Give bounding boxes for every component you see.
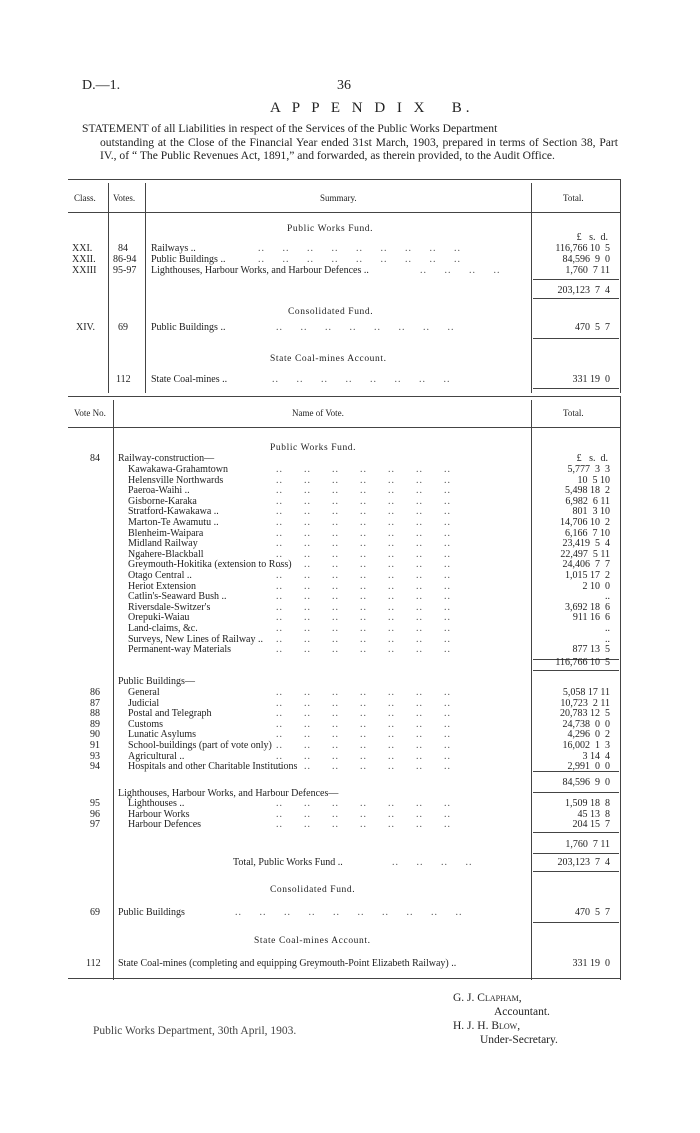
item-name: Postal and Telegraph bbox=[128, 708, 212, 720]
leader-dots: .. .. .. .. .. .. .. bbox=[276, 697, 451, 709]
buildings-subtotal: 84,596 9 0 bbox=[562, 777, 610, 788]
item-name: School-buildings (part of vote only) bbox=[128, 740, 272, 751]
leader-dots: .. .. .. .. .. .. .. bbox=[276, 761, 451, 773]
leader-dots: .. .. .. .. .. .. .. bbox=[276, 538, 451, 550]
leader-dots: .. .. .. .. bbox=[420, 265, 501, 276]
summary-currency-header: £ s. d. bbox=[576, 232, 608, 243]
vote-number: 112 bbox=[86, 958, 101, 969]
vote-number: 86 bbox=[90, 687, 100, 698]
summary-row-votes: 95-97 bbox=[113, 265, 137, 276]
pwf-total-label: Total, Public Works Fund .. bbox=[233, 857, 343, 868]
summary-row-name: Lighthouses, Harbour Works, and Harbour Defences .. bbox=[151, 265, 369, 276]
subtotal-rule bbox=[533, 853, 619, 854]
detail-right-border bbox=[620, 396, 621, 980]
total-rule bbox=[533, 338, 619, 339]
detail-col-divider bbox=[531, 400, 532, 980]
item-amount: 5,777 3 3 bbox=[567, 464, 610, 475]
item-amount: 801 3 10 bbox=[572, 506, 610, 518]
item-name: Paeroa-Waihi .. bbox=[128, 485, 190, 497]
vote-number: 91 bbox=[90, 740, 100, 751]
item-amount: 14,706 10 2 bbox=[560, 517, 610, 528]
total-rule bbox=[533, 922, 619, 923]
subtotal-rule bbox=[533, 771, 619, 772]
summary-col-divider bbox=[108, 183, 109, 393]
item-name: Hospitals and other Charitable Institutions bbox=[128, 761, 298, 773]
leader-dots: .. .. .. .. .. .. .. .. bbox=[276, 322, 455, 333]
item-amount: 5,058 17 11 bbox=[562, 687, 610, 698]
leader-dots: .. .. .. .. .. .. .. .. .. .. bbox=[235, 907, 463, 918]
leader-dots: .. .. .. .. .. .. .. bbox=[276, 548, 451, 560]
item-name: General bbox=[128, 687, 160, 698]
summary-row-votes: 86-94 bbox=[113, 254, 137, 265]
pwf-total: 203,123 7 4 bbox=[557, 857, 610, 868]
item-name: Judicial bbox=[128, 697, 160, 709]
leader-dots: .. .. .. .. .. .. .. bbox=[276, 495, 451, 507]
item-name: Permanent-way Materials bbox=[128, 644, 232, 656]
detail-bottom-rule bbox=[68, 978, 620, 979]
page-number: 36 bbox=[337, 78, 351, 93]
summary-pwf-total: 203,123 7 4 bbox=[557, 285, 610, 296]
leader-dots: .. .. .. .. .. .. .. .. .. bbox=[258, 243, 461, 254]
vote-number: 84 bbox=[90, 453, 100, 464]
leader-dots: .. .. .. .. .. .. .. bbox=[276, 750, 451, 762]
vote-number: 87 bbox=[90, 697, 100, 709]
leader-dots: .. .. .. .. .. .. .. bbox=[276, 591, 451, 603]
col-vote-no-header: Vote No. bbox=[74, 408, 106, 418]
vote-number: 93 bbox=[90, 750, 100, 762]
summary-row-class: XXI. bbox=[72, 243, 93, 254]
leader-dots: .. .. .. .. .. .. .. .. bbox=[272, 374, 451, 385]
leader-dots: .. .. .. .. .. .. .. bbox=[276, 464, 451, 475]
leader-dots: .. .. .. .. .. .. .. bbox=[276, 798, 451, 809]
signatory-2-name: H. J. H. Blow, bbox=[453, 1020, 521, 1032]
leader-dots: .. .. .. .. .. .. .. bbox=[276, 612, 451, 624]
item-amount: 877 13 5 bbox=[572, 644, 610, 656]
place-and-date: Public Works Department, 30th April, 1903. bbox=[93, 1025, 297, 1037]
item-amount: 10,723 2 11 bbox=[560, 697, 610, 709]
statement-paragraph bbox=[82, 122, 618, 163]
item-amount: 16,002 1 3 bbox=[562, 740, 610, 751]
summary-row-amount: 1,760 7 11 bbox=[565, 265, 610, 276]
group-label: Lighthouses, Harbour Works, and Harbour Defences— bbox=[118, 788, 339, 799]
leader-dots: .. .. .. .. .. .. .. bbox=[276, 808, 451, 820]
item-amount: 2 10 0 bbox=[582, 580, 610, 592]
item-amount: 23,419 5 4 bbox=[562, 538, 610, 550]
item-amount: 1,509 18 8 bbox=[565, 798, 610, 809]
summary-row-amount: 84,596 9 0 bbox=[562, 254, 610, 265]
subtotal-rule bbox=[533, 670, 619, 671]
summary-cf-heading: Consolidated Fund. bbox=[288, 307, 374, 317]
col-total-header: Total. bbox=[563, 408, 584, 418]
statement-first-line: STATEMENT of all Liabilities in respect of the Services of the Public Works Department bbox=[82, 122, 498, 135]
col-name-header: Name of Vote. bbox=[292, 408, 344, 418]
item-amount: 331 19 0 bbox=[572, 958, 610, 969]
leader-dots: .. .. .. .. .. .. .. bbox=[276, 527, 451, 539]
item-name: Orepuki-Waiau bbox=[128, 612, 190, 624]
item-name: Greymouth-Hokitika (extension to Ross) bbox=[128, 559, 292, 571]
subtotal-rule bbox=[533, 832, 619, 833]
leader-dots: .. .. .. .. .. .. .. bbox=[276, 644, 451, 656]
item-name: Midland Railway bbox=[128, 538, 198, 550]
leader-dots: .. .. .. .. .. .. .. .. .. bbox=[258, 254, 461, 265]
subtotal-rule bbox=[533, 279, 619, 280]
item-name: Lighthouses .. bbox=[128, 798, 185, 809]
vote-number: 88 bbox=[90, 708, 100, 720]
total-rule bbox=[533, 298, 619, 299]
detail-currency-header: £ s. d. bbox=[576, 453, 608, 464]
summary-scm-heading: State Coal-mines Account. bbox=[270, 354, 387, 364]
group-label: Railway-construction— bbox=[118, 453, 215, 464]
summary-row-amount: 470 5 7 bbox=[575, 322, 610, 333]
leader-dots: .. .. .. .. .. .. .. bbox=[276, 601, 451, 613]
item-name: Gisborne-Karaka bbox=[128, 495, 197, 507]
leader-dots: .. .. .. .. .. .. .. bbox=[276, 687, 451, 698]
total-rule bbox=[533, 871, 619, 872]
item-amount: .. bbox=[605, 633, 610, 645]
summary-row-amount: 116,766 10 5 bbox=[555, 243, 610, 254]
item-amount: 3 14 4 bbox=[582, 750, 610, 762]
leader-dots: .. .. .. .. .. .. .. bbox=[276, 506, 451, 518]
item-name: State Coal-mines (completing and equipping Greymouth-Point Elizabeth Railway) .. bbox=[118, 958, 457, 969]
summary-right-border bbox=[620, 179, 621, 393]
vote-number: 94 bbox=[90, 761, 100, 773]
subtotal-rule bbox=[533, 792, 619, 793]
item-amount: 6,982 6 11 bbox=[565, 495, 610, 507]
summary-row-amount: 331 19 0 bbox=[572, 374, 610, 385]
railway-subtotal: 116,766 10 5 bbox=[555, 657, 610, 668]
leader-dots: .. .. .. .. .. .. .. bbox=[276, 623, 451, 634]
summary-row-name: Public Buildings .. bbox=[151, 322, 226, 333]
detail-header-rule bbox=[68, 427, 620, 428]
item-name: Customs bbox=[128, 718, 164, 730]
total-rule bbox=[533, 388, 619, 389]
item-name: Harbour Works bbox=[128, 808, 190, 820]
signatory-2-title: Under-Secretary. bbox=[480, 1034, 558, 1046]
appendix-title: A P P E N D I X B. bbox=[270, 100, 474, 116]
leader-dots: .. .. .. .. .. .. .. bbox=[276, 485, 451, 497]
summary-row-name: Public Buildings .. bbox=[151, 254, 226, 265]
item-name: Kawakawa-Grahamtown bbox=[128, 464, 228, 475]
leader-dots: .. .. .. .. .. .. .. bbox=[276, 729, 451, 741]
vote-number: 69 bbox=[90, 907, 100, 918]
item-amount: .. bbox=[605, 591, 610, 603]
col-total-header: Total. bbox=[563, 193, 584, 203]
leader-dots: .. .. .. .. .. .. .. bbox=[276, 580, 451, 592]
summary-row-class: XXII. bbox=[72, 254, 96, 265]
summary-row-votes: 84 bbox=[118, 243, 128, 254]
vote-number: 97 bbox=[90, 819, 100, 831]
leader-dots: .. .. .. .. .. .. .. bbox=[276, 718, 451, 730]
item-amount: 45 13 8 bbox=[577, 808, 610, 820]
summary-row-votes: 69 bbox=[118, 322, 128, 333]
item-amount: 22,497 5 11 bbox=[560, 548, 610, 560]
summary-pwf-heading: Public Works Fund. bbox=[287, 224, 374, 234]
item-name: Public Buildings bbox=[118, 907, 185, 918]
item-amount: 24,738 0 0 bbox=[562, 718, 610, 730]
vote-number: 95 bbox=[90, 798, 100, 809]
leader-dots: .. .. .. .. .. .. .. bbox=[276, 708, 451, 720]
group-label: Public Buildings— bbox=[118, 676, 195, 687]
item-name: Marton-Te Awamutu .. bbox=[128, 517, 219, 528]
summary-row-name: State Coal-mines .. bbox=[151, 374, 228, 385]
leader-dots: .. .. .. .. .. .. .. bbox=[276, 517, 451, 528]
leader-dots: .. .. .. .. .. .. .. bbox=[276, 819, 451, 831]
item-name: Stratford-Kawakawa .. bbox=[128, 506, 219, 518]
item-amount: 911 16 6 bbox=[572, 612, 610, 624]
col-votes-header: Votes. bbox=[113, 193, 136, 203]
item-amount: 2,991 0 0 bbox=[567, 761, 610, 773]
item-amount: 204 15 7 bbox=[572, 819, 610, 831]
signatory-1-title: Accountant. bbox=[494, 1006, 550, 1018]
item-amount: 470 5 7 bbox=[575, 907, 610, 918]
item-amount: 4,296 0 2 bbox=[567, 729, 610, 741]
summary-header-rule bbox=[68, 212, 620, 213]
summary-col-divider bbox=[145, 183, 146, 393]
item-amount: 5,498 18 2 bbox=[565, 485, 610, 497]
item-name: Otago Central .. bbox=[128, 570, 192, 581]
detail-scm-heading: State Coal-mines Account. bbox=[254, 936, 371, 946]
item-name: Land-claims, &c. bbox=[128, 623, 198, 634]
col-class-header: Class. bbox=[74, 193, 96, 203]
detail-cf-heading: Consolidated Fund. bbox=[270, 885, 356, 895]
leader-dots: .. .. .. .. .. .. .. bbox=[276, 570, 451, 581]
summary-row-class: XXIII bbox=[72, 265, 97, 276]
vote-number: 96 bbox=[90, 808, 100, 820]
item-name: Helensville Northwards bbox=[128, 474, 224, 486]
leader-dots: .. .. .. .. .. .. .. bbox=[276, 740, 451, 751]
leader-dots: .. .. .. .. .. .. .. bbox=[276, 474, 451, 486]
item-name: Harbour Defences bbox=[128, 819, 202, 831]
item-amount: 3,692 18 6 bbox=[565, 601, 610, 613]
document-reference: D.—1. bbox=[82, 78, 121, 93]
item-amount: 1,015 17 2 bbox=[565, 570, 610, 581]
leader-dots: .. .. .. .. bbox=[392, 857, 473, 868]
item-name: Surveys, New Lines of Railway .. bbox=[128, 633, 263, 645]
lighthouses-subtotal: 1,760 7 11 bbox=[565, 839, 610, 850]
leader-dots: .. .. .. .. .. .. .. bbox=[276, 559, 451, 571]
detail-col-divider bbox=[113, 400, 114, 980]
item-name: Lunatic Asylums bbox=[128, 729, 197, 741]
detail-pwf-heading: Public Works Fund. bbox=[270, 443, 357, 453]
vote-number: 89 bbox=[90, 718, 100, 730]
signatory-1-name: G. J. Clapham, bbox=[453, 992, 522, 1004]
leader-dots: .. .. .. .. .. .. .. bbox=[276, 633, 451, 645]
item-name: Blenheim-Waipara bbox=[128, 527, 204, 539]
item-name: Ngahere-Blackball bbox=[128, 548, 204, 560]
item-amount: 24,406 7 7 bbox=[562, 559, 610, 571]
col-summary-header: Summary. bbox=[320, 193, 357, 203]
summary-top-rule bbox=[68, 179, 620, 180]
vote-number: 90 bbox=[90, 729, 100, 741]
item-amount: .. bbox=[605, 623, 610, 634]
item-amount: 6,166 7 10 bbox=[565, 527, 610, 539]
item-name: Heriot Extension bbox=[128, 580, 197, 592]
item-name: Catlin's-Seaward Bush .. bbox=[128, 591, 227, 603]
summary-col-divider bbox=[531, 183, 532, 393]
item-amount: 10 5 10 bbox=[577, 474, 610, 486]
statement-continuation: outstanding at the Close of the Financial Year ended 31st March, 1903, prepared in terms of Section 38, Part IV., of “ The Public Revenues Act, 1891,” and forwarded, as therein provided, to the Audit Office. bbox=[100, 135, 618, 162]
item-name: Riversdale-Switzer's bbox=[128, 601, 211, 613]
item-name: Agricultural .. bbox=[128, 750, 185, 762]
summary-row-votes: 112 bbox=[116, 374, 131, 385]
summary-row-class: XIV. bbox=[76, 322, 95, 333]
summary-row-name: Railways .. bbox=[151, 243, 196, 254]
detail-top-rule bbox=[68, 396, 620, 397]
item-amount: 20,783 12 5 bbox=[560, 708, 610, 720]
